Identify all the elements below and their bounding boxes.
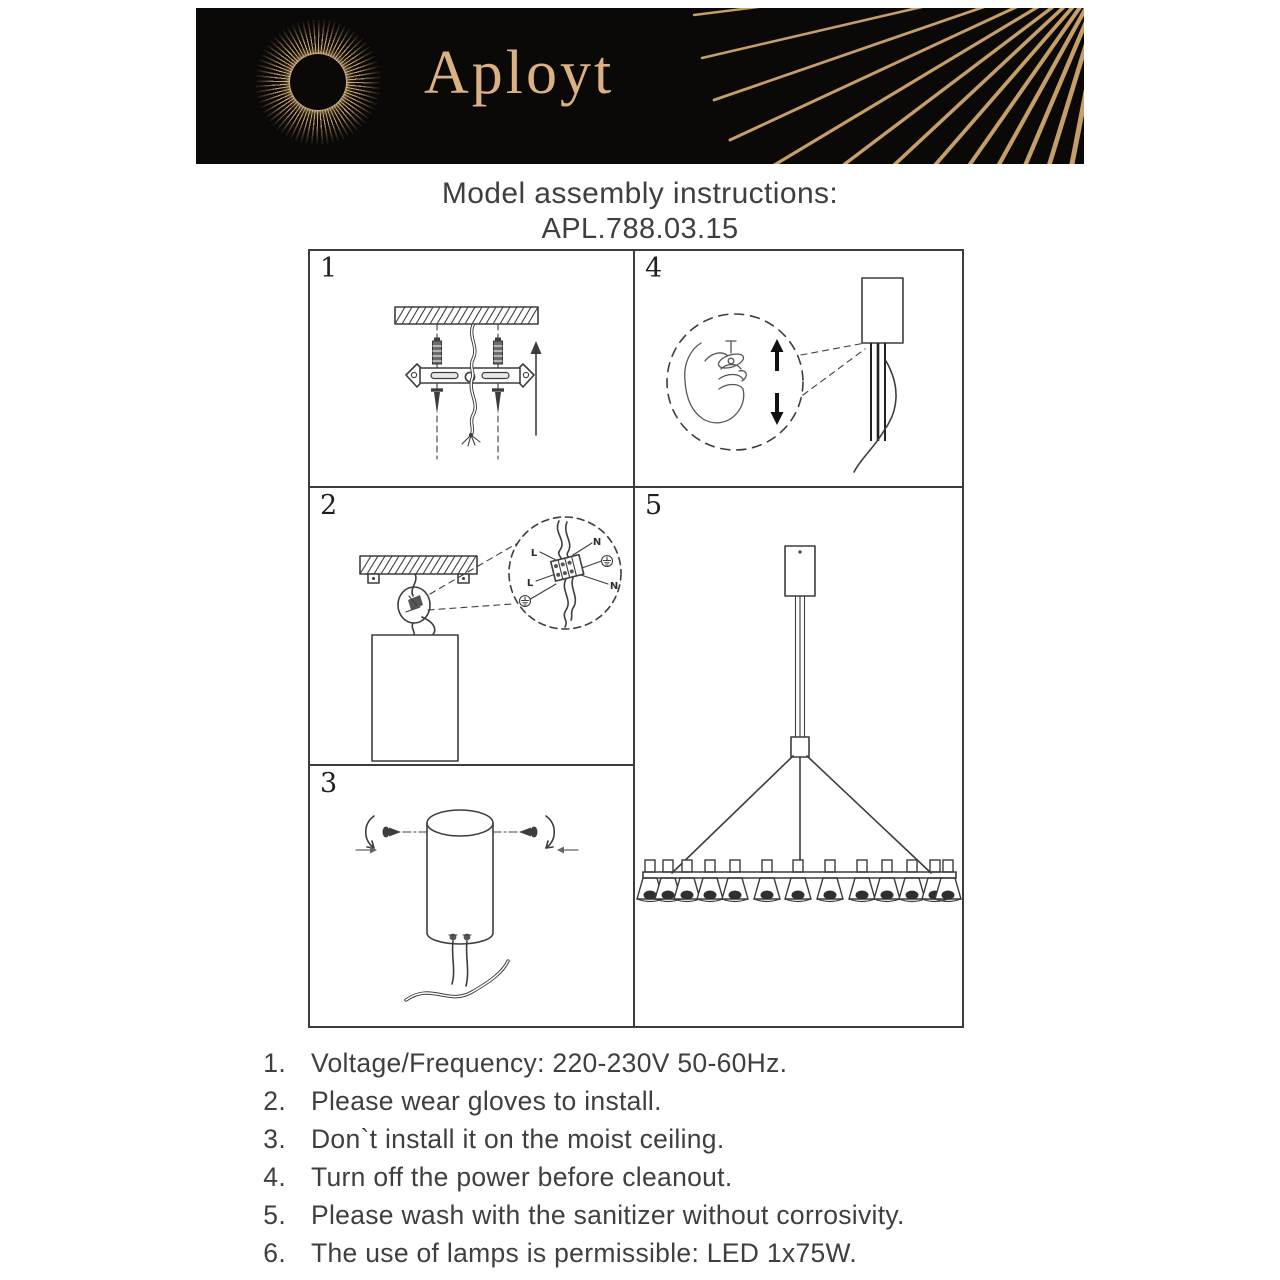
brand-banner (196, 8, 1084, 164)
arrow-left-icon (557, 847, 578, 854)
screw-icon (383, 827, 427, 838)
note-text: Turn off the power before cleanout. (311, 1162, 733, 1192)
step-1-drawing (310, 251, 633, 486)
right-diagonal-rod (807, 756, 931, 873)
step-number: 5 (645, 490, 663, 521)
note-item (246, 1044, 1280, 1082)
note-text: Voltage/Frequency: 220-230V 50-60Hz. (311, 1048, 788, 1078)
sunburst-logo-icon (256, 20, 380, 144)
canopy-cylinder (427, 810, 493, 944)
panel-step-1 (310, 251, 633, 486)
note-text: Please wear gloves to install. (311, 1086, 662, 1116)
panel-step-4 (635, 251, 962, 486)
page-title: Model assembly instructions: (441, 177, 839, 210)
up-arrow-icon (531, 341, 542, 435)
step-4-drawing (635, 251, 962, 486)
wire-label-l: L (530, 548, 538, 559)
note-number: 3. (263, 1124, 286, 1154)
note-number: 6. (263, 1238, 286, 1268)
wire-label-n: N (592, 537, 602, 548)
panel-step-2 (310, 488, 633, 764)
note-text: Don`t install it on the moist ceiling. (311, 1124, 725, 1154)
up-down-arrows-icon (771, 339, 784, 425)
rotate-arrow-icon (546, 816, 554, 848)
note-item (246, 1234, 1280, 1272)
screw-icon (492, 390, 504, 414)
title-block (0, 176, 1280, 246)
wire-joint (398, 574, 435, 639)
panel-step-3 (310, 766, 633, 1026)
step-number: 4 (645, 253, 663, 284)
note-item (246, 1120, 1280, 1158)
canopy-box (862, 278, 903, 343)
brand-name: Aployt (424, 39, 615, 107)
wiring-detail-callout (509, 517, 621, 629)
canopy-body (372, 635, 458, 761)
step-2-drawing (310, 488, 633, 764)
note-item (246, 1158, 1280, 1196)
step-number: 3 (320, 768, 338, 799)
instruction-grid (308, 249, 964, 1028)
wire-label-l: L (526, 578, 534, 589)
panel-step-5 (635, 488, 962, 1026)
power-cable (406, 961, 508, 1000)
note-item (246, 1196, 1280, 1234)
note-number: 1. (263, 1048, 286, 1078)
suspension-rods (871, 343, 885, 441)
connector-box (791, 737, 809, 757)
step-3-drawing (310, 766, 633, 1026)
wall-anchor-icon (494, 338, 503, 365)
output-wires (452, 941, 468, 986)
detail-circle (667, 314, 803, 450)
hanging-wire (854, 361, 896, 472)
hand-sketch (685, 341, 747, 423)
wall-anchor-icon (433, 338, 442, 365)
note-number: 4. (263, 1162, 286, 1192)
wire-label-n: N (609, 581, 619, 592)
model-number: APL.788.03.15 (541, 213, 739, 245)
ground-symbol-icon (602, 556, 613, 567)
power-wire (462, 325, 480, 446)
ground-symbol-icon (520, 596, 531, 607)
terminal-block (551, 555, 584, 581)
note-item (246, 1082, 1280, 1120)
screw-icon (494, 827, 538, 838)
screw-icon (431, 390, 443, 414)
left-diagonal-rod (672, 756, 793, 873)
note-text: The use of lamps is permissible: LED 1x75W. (311, 1238, 858, 1268)
note-number: 5. (263, 1200, 286, 1230)
note-text: Please wash with the sanitizer without corrosivity. (311, 1200, 905, 1230)
step-number: 2 (320, 490, 338, 521)
rotate-arrow-icon (366, 816, 374, 848)
stem-rod (796, 596, 805, 737)
notes-list (0, 1044, 1280, 1272)
note-number: 2. (263, 1086, 286, 1116)
lamp-bar (643, 872, 956, 878)
step-number: 1 (320, 253, 338, 284)
step-5-drawing (635, 488, 962, 1026)
